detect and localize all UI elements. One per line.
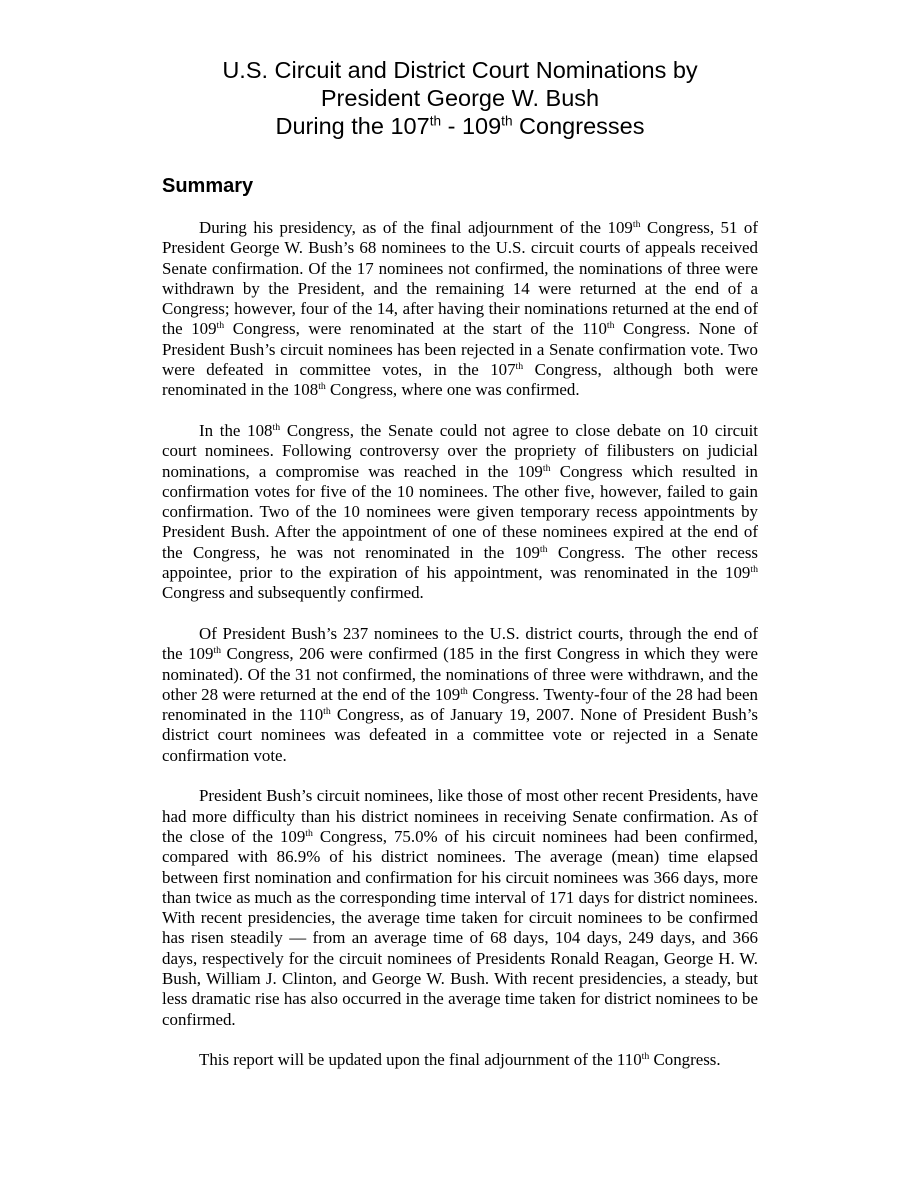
paragraph-text: Congress. Twenty-four of the 28 had been renominated in the 110: [162, 684, 758, 725]
paragraph-text: During his presidency, as of the final adjournment of the 109: [199, 218, 633, 237]
paragraph-text: Congress, 75.0% of his circuit nominees had been confirmed, compared with 86.9% of his district nominees. The average (mean) time elapsed between first nomination and confirmation for his circuit nominees was 366 days, more than twice as much as the corresponding time interval of 171 days for district nominees. With recent presidencies, the average time taken for circuit nominees to be confirmed has risen steadily — from an average time of 68 days, 104 days, 249 days, and 366 days, respectively for the circuit nominees of Presidents Ronald Reagan, George H. W. Bush, William J. Clinton, and George W. Bush. With recent presidencies, a steady, but less dramatic rise has also occurred in the average time taken for district nominees to be confirmed.: [162, 826, 758, 1029]
summary-body: [162, 218, 758, 1091]
title-line-2: President George W. Bush: [320, 85, 600, 111]
paragraph-text: Congress, where one was confirmed.: [325, 380, 580, 400]
paragraph-text: President Bush’s circuit nominees, like those of most other recent Presidents, have had more difficulty than his district nominees in receiving Senate confirmation. As of the close of the 109: [162, 786, 758, 846]
paragraph-text: Congress, although both were renominated in the 108: [162, 360, 759, 400]
ordinal-suffix: th: [216, 320, 225, 332]
paragraph-text: In the 108: [199, 420, 273, 440]
paragraph-text: Congress which resulted in confirmation votes for five of the 10 nominees. The other five, however, failed to gain confirmation. Two of the 10 nominees were given temporary recess appointments by President Bush. After the appointment of one of these nominees expired at the end of the Congress, he was not renominated in the 109: [162, 461, 758, 562]
ordinal-suffix: th: [542, 462, 551, 474]
paragraph-text: Of President Bush’s 237 nominees to the U.S. district courts, through the end of the 109: [162, 623, 758, 664]
ordinal-suffix: th: [632, 218, 641, 230]
summary-paragraph: [162, 624, 758, 766]
ordinal-suffix: th: [272, 421, 281, 433]
title-line-1: U.S. Circuit and District Court Nominations by: [222, 57, 698, 83]
paragraph-text: Congress, as of January 19, 2007. None of President Bush’s district court nominees was defeated in a committee vote or rejected in a Senate confirmation vote.: [162, 705, 758, 765]
ordinal-suffix: th: [213, 645, 222, 657]
ordinal-suffix: th: [750, 563, 758, 575]
summary-paragraph: [162, 1050, 758, 1070]
paragraph-text: Congress.: [649, 1050, 721, 1070]
ordinal-suffix: th: [641, 1051, 650, 1063]
paragraph-text: Congress and subsequently confirmed.: [162, 583, 424, 603]
ordinal-suffix: th: [318, 381, 326, 393]
paragraph-text: Congress. None of President Bush’s circuit nominees has been rejected in a Senate confirmation vote. Two were defeated in committee votes, in the 107: [162, 319, 758, 380]
paragraph-text: Congress, the Senate could not agree to close debate on 10 circuit court nominees. Following controversy over the propriety of filibusters on judicial nominations, a compromise was reached in the 109: [162, 420, 758, 481]
ordinal-suffix: th: [515, 361, 524, 373]
ordinal-suffix: th: [305, 827, 313, 839]
paragraph-text: Congress, were renominated at the start of the 110: [224, 319, 607, 339]
paragraph-text: This report will be updated upon the final adjournment of the 110: [199, 1050, 642, 1070]
ordinal-suffix: th: [323, 706, 331, 718]
summary-paragraph: [162, 218, 758, 401]
report-title: [110, 56, 810, 140]
ordinal-suffix: th: [539, 543, 548, 555]
ordinal-suffix: th: [606, 320, 615, 332]
title-line-3: During the 107th - 109th Congresses: [275, 113, 645, 139]
summary-heading: Summary: [162, 175, 254, 197]
paragraph-text: Congress. The other recess appointee, prior to the expiration of his appointment, was renominated in the 109: [162, 542, 758, 583]
paragraph-text: Congress, 51 of President George W. Bush’s 68 nominees to the U.S. circuit courts of appeals received Senate confirmation. Of the 17 nominees not confirmed, the nominations of three were withdrawn by the President, and the remaining 14 were returned at the end of a Congress; however, four of the 14, after having their nominations returned at the end of the 109: [162, 218, 758, 339]
summary-paragraph: [162, 421, 758, 604]
ordinal-suffix: th: [460, 685, 468, 697]
summary-paragraph: [162, 786, 758, 1030]
paragraph-text: Congress, 206 were confirmed (185 in the first Congress in which they were nominated). Of the 31 not confirmed, the nominations of three were withdrawn, and the other 28 were returned at the end of the 109: [162, 644, 758, 704]
